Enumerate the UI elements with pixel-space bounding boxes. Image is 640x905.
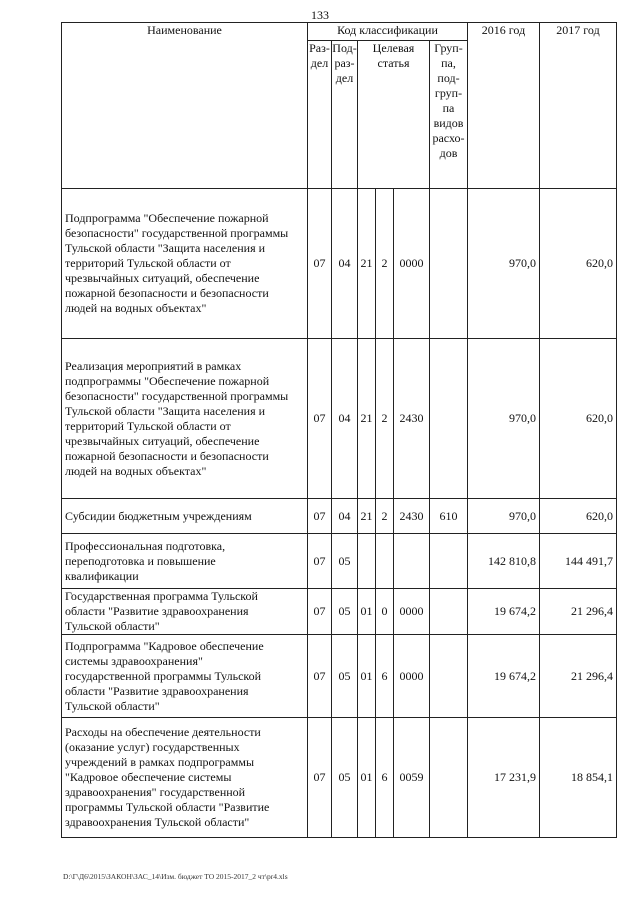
row-name-line: переподготовка и повышение <box>65 553 216 568</box>
row-name-line: территорий Тульской области от <box>65 256 231 270</box>
row-name-line: Подпрограмма "Обеспечение пожарной <box>65 211 269 225</box>
cell-target-subprogram: 6 <box>376 718 394 838</box>
cell-target-direction: 2430 <box>394 339 430 499</box>
table-row <box>62 534 617 589</box>
row-name <box>62 339 308 499</box>
cell-podrazdel: 04 <box>332 189 358 339</box>
cell-podrazdel: 05 <box>332 635 358 718</box>
cell-amount-2017: 21 296,4 <box>540 635 617 718</box>
cell-amount-2016: 19 674,2 <box>468 635 540 718</box>
header-expense-line: груп- <box>434 86 463 100</box>
header-razdel-line: дел <box>310 56 329 70</box>
table-row <box>62 189 617 339</box>
cell-target-program: 21 <box>358 339 376 499</box>
file-path-footer: D:\Г\Д6\2015\ЗАКОН\ЗАС_14\Изм. бюджет ТО 2015-2017_2 чт\pr4.xls <box>63 872 288 881</box>
row-name-line: Тульской области "Защита населения и <box>65 403 266 418</box>
row-name <box>62 499 308 534</box>
cell-amount-2017: 620,0 <box>540 339 617 499</box>
row-name-line: "Кадровое обеспечение системы <box>65 770 232 784</box>
row-name <box>62 534 308 589</box>
cell-amount-2017: 18 854,1 <box>540 718 617 838</box>
header-2016: 2016 год <box>468 23 540 189</box>
row-name-line: Государственная программа Тульской <box>65 589 258 603</box>
cell-expense-group <box>430 534 468 589</box>
cell-podrazdel: 05 <box>332 589 358 635</box>
row-name-line: области "Развитие здравоохранения <box>65 683 249 698</box>
cell-amount-2017: 144 491,7 <box>540 534 617 589</box>
header-target-line: Целевая <box>372 41 415 55</box>
cell-target-subprogram: 6 <box>376 635 394 718</box>
cell-amount-2016: 19 674,2 <box>468 589 540 635</box>
cell-target-direction: 0059 <box>394 718 430 838</box>
cell-amount-2016: 970,0 <box>468 339 540 499</box>
header-razdel <box>308 41 332 189</box>
header-name: Наименование <box>62 23 308 189</box>
header-expense-line: Груп- <box>434 41 463 55</box>
header-expense-line: расхо- <box>432 131 465 145</box>
cell-expense-group <box>430 189 468 339</box>
header-expense-line: видов <box>433 116 464 130</box>
header-expense-group <box>430 41 468 189</box>
row-name <box>62 589 308 635</box>
row-name <box>62 718 308 838</box>
header-podrazdel <box>332 41 358 189</box>
cell-expense-group: 610 <box>430 499 468 534</box>
cell-razdel: 07 <box>308 339 332 499</box>
row-name <box>62 189 308 339</box>
cell-expense-group <box>430 635 468 718</box>
row-name-line: пожарной безопасности и безопасности <box>65 286 269 300</box>
cell-amount-2017: 620,0 <box>540 499 617 534</box>
row-name-line: Субсидии бюджетным учреждениям <box>65 508 252 523</box>
cell-target-program: 01 <box>358 718 376 838</box>
cell-expense-group <box>430 339 468 499</box>
row-name-line: Подпрограмма "Кадровое обеспечение <box>65 638 264 653</box>
row-name-line: людей на водных объектах" <box>65 463 207 478</box>
row-name-line: Тульской области "Защита населения и <box>65 241 266 255</box>
row-name-line: безопасности" государственной программы <box>65 226 289 240</box>
row-name-line: Тульской области" <box>65 619 160 633</box>
cell-razdel: 07 <box>308 589 332 635</box>
cell-target-subprogram: 0 <box>376 589 394 635</box>
row-name-line: программы Тульской области "Развитие <box>65 800 270 814</box>
cell-expense-group <box>430 718 468 838</box>
cell-podrazdel: 05 <box>332 718 358 838</box>
header-2017: 2017 год <box>540 23 617 189</box>
header-podrazdel-line: раз- <box>334 56 355 70</box>
row-name-line: территорий Тульской области от <box>65 418 231 433</box>
row-name-line: Реализация мероприятий в рамках <box>65 358 242 373</box>
cell-target-direction: 0000 <box>394 635 430 718</box>
row-name <box>62 635 308 718</box>
page-number: 133 <box>311 8 329 22</box>
row-name-line: Тульской области" <box>65 698 160 713</box>
row-name-line: Профессиональная подготовка, <box>65 538 226 553</box>
cell-target-subprogram: 2 <box>376 339 394 499</box>
header-razdel-line: Раз- <box>309 41 330 55</box>
cell-amount-2016: 970,0 <box>468 499 540 534</box>
cell-target-program: 21 <box>358 189 376 339</box>
cell-expense-group <box>430 589 468 635</box>
row-name-line: людей на водных объектах" <box>65 301 207 315</box>
header-podrazdel-line: дел <box>335 71 354 85</box>
row-name-line: подпрограммы "Обеспечение пожарной <box>65 373 270 388</box>
cell-target-direction: 0000 <box>394 189 430 339</box>
cell-target-subprogram: 2 <box>376 499 394 534</box>
row-name-line: здравоохранения" государственной <box>65 785 246 799</box>
cell-amount-2017: 620,0 <box>540 189 617 339</box>
cell-target-direction: 0000 <box>394 589 430 635</box>
header-expense-line: па <box>442 101 455 115</box>
row-name-line: пожарной безопасности и безопасности <box>65 448 269 463</box>
header-expense-line: дов <box>439 146 458 160</box>
cell-podrazdel: 04 <box>332 499 358 534</box>
table-row <box>62 339 617 499</box>
cell-razdel: 07 <box>308 635 332 718</box>
row-name-line: системы здравоохранения" <box>65 653 203 668</box>
row-name-line: (оказание услуг) государственных <box>65 740 240 754</box>
cell-podrazdel: 05 <box>332 534 358 589</box>
cell-target-subprogram <box>376 534 394 589</box>
row-name-line: чрезвычайных ситуаций, обеспечение <box>65 433 260 448</box>
cell-target-program: 01 <box>358 635 376 718</box>
header-target-article <box>358 41 430 189</box>
table-row <box>62 635 617 718</box>
cell-target-direction <box>394 534 430 589</box>
table-row <box>62 589 617 635</box>
cell-razdel: 07 <box>308 499 332 534</box>
cell-target-program: 01 <box>358 589 376 635</box>
cell-target-program <box>358 534 376 589</box>
cell-amount-2016: 17 231,9 <box>468 718 540 838</box>
budget-table <box>61 22 617 838</box>
header-expense-line: па, <box>441 56 456 70</box>
header-podrazdel-line: Под- <box>332 41 357 55</box>
cell-podrazdel: 04 <box>332 339 358 499</box>
row-name-line: области "Развитие здравоохранения <box>65 604 249 618</box>
cell-razdel: 07 <box>308 718 332 838</box>
row-name-line: здравоохранения Тульской области" <box>65 815 250 829</box>
cell-target-program: 21 <box>358 499 376 534</box>
cell-razdel: 07 <box>308 189 332 339</box>
cell-amount-2016: 142 810,8 <box>468 534 540 589</box>
table-row <box>62 718 617 838</box>
cell-target-direction: 2430 <box>394 499 430 534</box>
cell-target-subprogram: 2 <box>376 189 394 339</box>
row-name-line: квалификации <box>65 568 139 583</box>
row-name-line: учреждений в рамках подпрограммы <box>65 755 255 769</box>
cell-razdel: 07 <box>308 534 332 589</box>
cell-amount-2016: 970,0 <box>468 189 540 339</box>
row-name-line: Расходы на обеспечение деятельности <box>65 725 261 739</box>
row-name-line: чрезвычайных ситуаций, обеспечение <box>65 271 260 285</box>
header-expense-line: под- <box>437 71 460 85</box>
header-target-line: статья <box>377 56 410 70</box>
row-name-line: безопасности" государственной программы <box>65 388 289 403</box>
cell-amount-2017: 21 296,4 <box>540 589 617 635</box>
table-row <box>62 499 617 534</box>
header-code-group: Код классификации <box>308 23 468 41</box>
row-name-line: государственной программы Тульской <box>65 668 262 683</box>
